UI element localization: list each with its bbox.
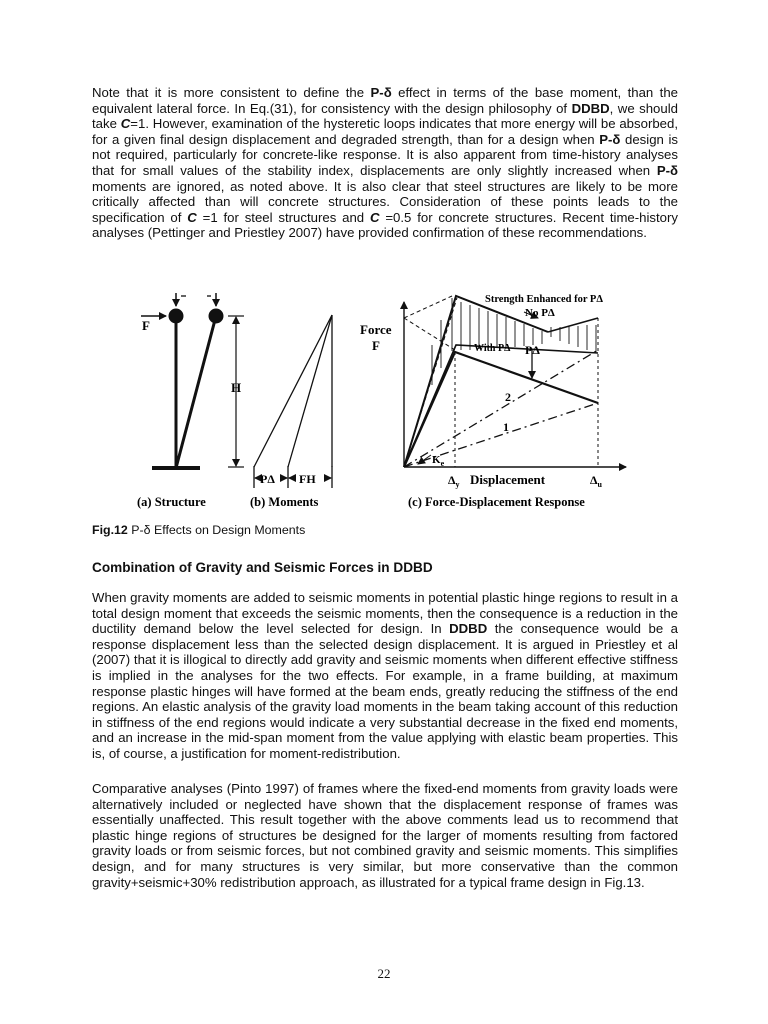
paragraph-gravity-seismic: When gravity moments are added to seismic moments in potential plastic hinge regions to result in a total design moment that exceeds the seismic moments, then the consequence is a reduction in the ductility demand below the level selected for design. In DDBD the consequence would be a response displacement less than the selected design displacement. It is argued in Priestley et al (2007) that it is illogical to directly add gravity and seismic moments when different effective stiffness is implied in the analyses for the two effects. For example, in a frame building, at maximum response plastic hinges will have formed at the beam ends, greatly reducing the stiffness of the end regions. An elastic analysis of the gravity load moments in the beam taking account of this reduction in stiffness of the end regions would indicate a very substantial decrease in the fixed end moments, and an increase in the mid-span moment from the value applying with elastic beam properties. This is, of course, a justification for moment-redistribution. xyxy=(92,590,679,761)
page-number: 22 xyxy=(377,966,391,981)
subcaption-moments: (b) Moments xyxy=(250,495,319,509)
no-pdelta-label: No PΔ xyxy=(525,307,555,319)
paragraph-pdelta-intro: Note that it is more consistent to define the P-δ effect in terms of the base moment, than the equivalent lateral force. In Eq.(31), for consistency with the design philosophy of DDBD, we should take C=1. However, examination of the hysteretic loops indicates that more energy will be absorbed, for a given final design displacement and degraded strength, than for a design when P-δ design is not required, particularly for concrete-like response. It is also apparent from time-history analyses that for small values of the stability index, displacements are only slightly increased when P-δ moments are ignored, as noted above. It is also clear that steel structures are likely to be more critically affected than will concrete structures. Consideration of these points leads to the specification of C =1 for steel structures and C =0.5 for concrete structures. Recent time-history analyses (Pettinger and Priestley 2007) have provided confirmation of these recommendations. xyxy=(92,85,679,241)
line-2-label: 2 xyxy=(505,390,511,404)
elastic-stiffness-label: $K_e$ xyxy=(432,454,445,468)
line-1-label: 1 xyxy=(503,420,509,434)
figure-caption: Fig.12 P-δ Effects on Design Moments xyxy=(92,523,306,537)
force-displacement-chart xyxy=(404,296,626,467)
pdelta-moment-label: PΔ xyxy=(260,472,275,486)
ultimate-displacement-label: $\Delta_u$ xyxy=(590,473,602,489)
strength-enhanced-label: Strength Enhanced for PΔ xyxy=(485,294,603,305)
subcaption-structure: (a) Structure xyxy=(137,495,206,509)
section-heading: Combination of Gravity and Seismic Forces in DDBD xyxy=(92,560,433,575)
subcaption-force-displacement: (c) Force-Displacement Response xyxy=(408,495,585,509)
fh-moment-label: FH xyxy=(299,472,316,486)
moment-diagram xyxy=(254,315,332,488)
displacement-axis-label: Displacement xyxy=(470,472,546,487)
pdelta-arrow-label: PΔ xyxy=(525,343,540,357)
paragraph-comparative-analyses: Comparative analyses (Pinto 1997) of frames where the fixed-end moments from gravity loads were alternatively included or neglected have shown that the displacement response of frames was essentially unaffected. This result together with the above comments lead us to recommend that plastic hinge regions of structures be designed for the larger of moments resulting from factored gravity loads or from seismic forces, but not combined gravity and seismic moments. This simplifies design, and for many structures is very similar, but more conservative than the common gravity+seismic+30% redistribution approach, as illustrated for a typical frame design in Fig.13. xyxy=(92,781,678,890)
force-axis-label: Force xyxy=(360,322,392,337)
height-label: H xyxy=(231,380,242,395)
lateral-force-label: F xyxy=(142,318,150,333)
structure-diagram xyxy=(141,293,244,468)
force-axis-symbol: F xyxy=(372,338,380,353)
with-pdelta-label: With PΔ xyxy=(474,343,511,354)
yield-displacement-label: $\Delta_y$ xyxy=(448,473,460,489)
